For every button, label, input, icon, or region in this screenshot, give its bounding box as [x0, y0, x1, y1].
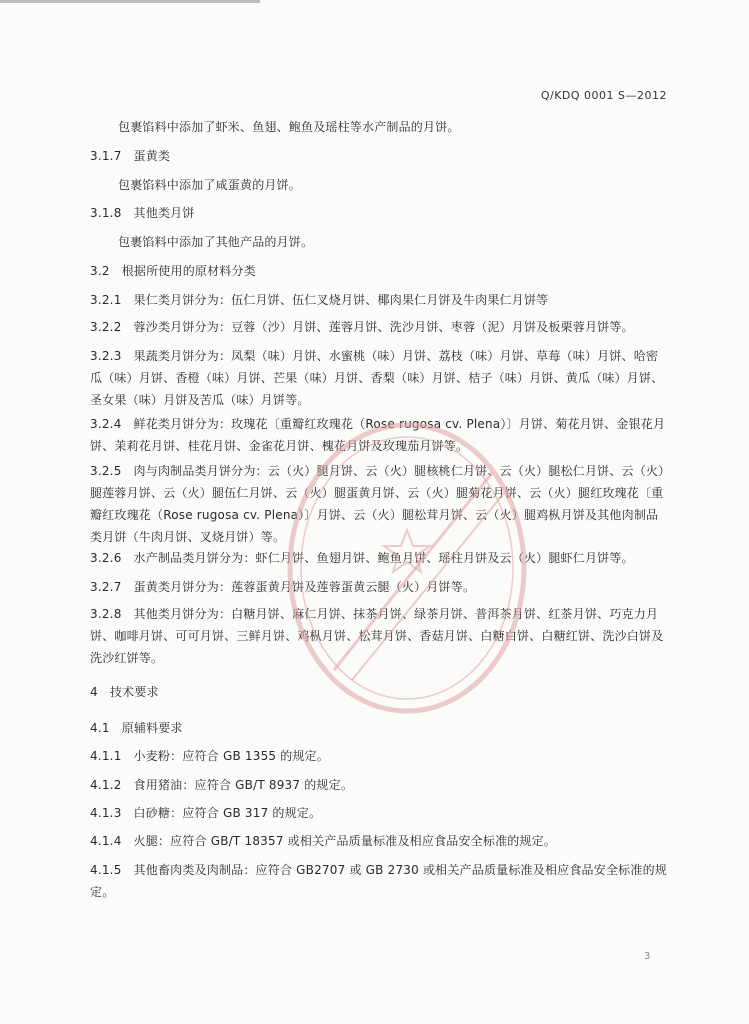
clause: [90, 547, 668, 569]
clause-text: 食用猪油：应符合 GB/T 8937 的规定。: [133, 778, 354, 792]
clause-number: 3.2: [90, 264, 110, 278]
clause-title: 其他类月饼: [133, 206, 195, 220]
clause-number: 3.2.3: [90, 349, 122, 363]
clause: [90, 460, 668, 548]
clause-text: 小麦粉：应符合 GB 1355 的规定。: [133, 749, 330, 763]
clause-text: 蓉沙类月饼分为：豆蓉（沙）月饼、莲蓉月饼、洗沙月饼、枣蓉（泥）月饼及板栗蓉月饼等。: [133, 320, 634, 334]
clause-number: 4.1.1: [90, 749, 122, 763]
clause-title: 根据所使用的原材料分类: [121, 264, 256, 278]
paragraph-text: 包裹馅料中添加了虾米、鱼翅、鲍鱼及瑶柱等水产制品的月饼。: [118, 120, 460, 134]
clause-number: 3.1.7: [90, 149, 122, 163]
clause-number: 3.1.8: [90, 206, 122, 220]
clause: [90, 289, 668, 311]
clause-heading: [90, 145, 668, 167]
clause-text: 白砂糖：应符合 GB 317 的规定。: [133, 806, 322, 820]
paragraph: [90, 231, 696, 253]
clause: [90, 413, 668, 457]
paragraph: [90, 116, 696, 138]
clause-number: 4.1.2: [90, 778, 122, 792]
clause-number: 3.2.7: [90, 580, 122, 594]
clause-title: 蛋黄类: [133, 149, 171, 163]
clause-text: 果蔬类月饼分为：凤梨（味）月饼、水蜜桃（味）月饼、荔枝（味）月饼、草莓（味）月饼、哈密瓜（味）月饼、香橙（味）月饼、芒果（味）月饼、香梨（味）月饼、桔子（味）月饼、黄瓜（味）月饼、圣女果（味）月饼及苦瓜（味）月饼等。: [90, 349, 664, 407]
clause-number: 3.2.5: [90, 464, 122, 478]
clause-text: 水产制品类月饼分为：虾仁月饼、鱼翅月饼、鲍鱼月饼、瑶柱月饼及云（火）腿虾仁月饼等。: [133, 551, 634, 565]
clause-text: 其他畜肉类及肉制品：应符合 GB2707 或 GB 2730 或相关产品质量标准及相应食品安全标准的规定。: [90, 863, 667, 899]
clause-number: 3.2.1: [90, 293, 122, 307]
clause: [90, 576, 668, 598]
clause-number: 4.1.3: [90, 806, 122, 820]
scan-edge-line: [0, 0, 260, 3]
page-number: 3: [644, 951, 651, 962]
section-heading: [90, 681, 668, 703]
clause-number: 4.1: [90, 721, 110, 735]
clause-text: 其他类月饼分为：白糖月饼、麻仁月饼、抹茶月饼、绿茶月饼、普洱茶月饼、红茶月饼、巧克力月饼、咖啡月饼、可可月饼、三鲜月饼、鸡枞月饼、松茸月饼、香菇月饼、白糖白饼、白糖红饼、洗沙白饼及洗沙红饼等。: [90, 607, 664, 665]
clause-text: 蛋黄类月饼分为：莲蓉蛋黄月饼及莲蓉蛋黄云腿（火）月饼等。: [133, 580, 476, 594]
document-code-header: Q/KDQ 0001 S—2012: [540, 89, 667, 102]
clause-text: 果仁类月饼分为：伍仁月饼、伍仁叉烧月饼、椰肉果仁月饼及牛肉果仁月饼等: [133, 293, 549, 307]
clause-text: 鲜花类月饼分为：玫瑰花〔重瓣红玫瑰花（Rose rugosa cv. Plena）〕月饼、菊花月饼、金银花月饼、茉莉花月饼、桂花月饼、金雀花月饼、槐花月饼及玫瑰茄月饼等。: [90, 417, 666, 453]
clause-heading: [90, 202, 668, 224]
clause: [90, 802, 668, 824]
clause: [90, 345, 668, 411]
clause: [90, 745, 668, 767]
clause-number: 3.2.4: [90, 417, 122, 431]
clause-number: 4.1.4: [90, 834, 122, 848]
clause-text: 火腿：应符合 GB/T 18357 或相关产品质量标准及相应食品安全标准的规定。: [133, 834, 557, 848]
clause-number: 3.2.2: [90, 320, 122, 334]
clause: [90, 830, 668, 852]
paragraph: [90, 174, 696, 196]
clause-text: 肉与肉制品类月饼分为：云（火）腿月饼、云（火）腿核桃仁月饼、云（火）腿松仁月饼、云（火）腿莲蓉月饼、云（火）腿伍仁月饼、云（火）腿蛋黄月饼、云（火）腿菊花月饼、云（火）腿红玫瑰花〔重瓣红玫瑰花（Rose rugosa cv. Plena）〕月饼、云（火）腿松茸月饼、云（火）腿鸡枞月饼及其他肉制品类月饼（牛肉月饼、叉烧月饼）等。: [90, 464, 665, 544]
paragraph-text: 包裹馅料中添加了咸蛋黄的月饼。: [118, 178, 302, 192]
clause-number: 3.2.6: [90, 551, 122, 565]
clause: [90, 859, 668, 903]
clause: [90, 603, 668, 669]
clause-heading: [90, 260, 668, 282]
clause-title: 原辅料要求: [121, 721, 183, 735]
paragraph-text: 包裹馅料中添加了其他产品的月饼。: [118, 235, 314, 249]
section-number: 4: [90, 685, 98, 699]
section-title: 技术要求: [109, 685, 159, 699]
clause: [90, 774, 668, 796]
clause: [90, 316, 668, 338]
clause-number: 4.1.5: [90, 863, 122, 877]
clause-heading: [90, 717, 668, 739]
clause-number: 3.2.8: [90, 607, 122, 621]
